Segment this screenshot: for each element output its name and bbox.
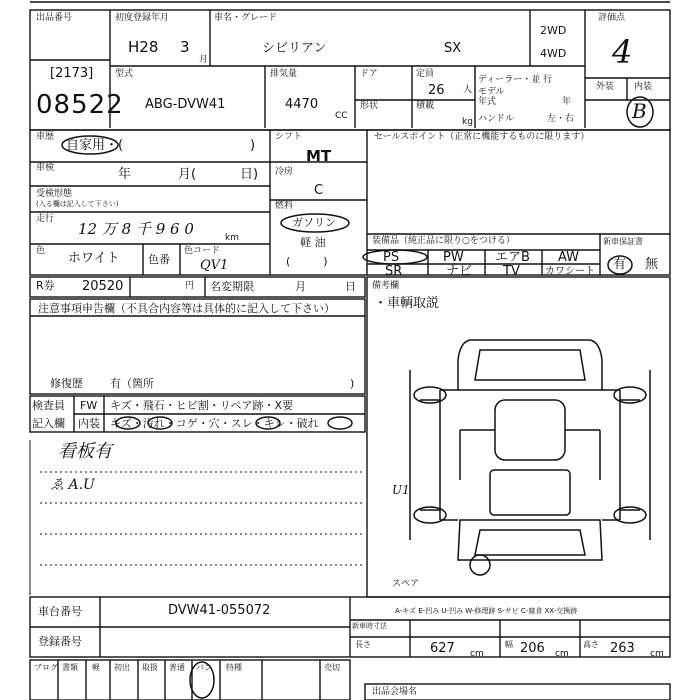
aircon-label: 冷房	[275, 167, 294, 177]
usage-label: 車歴	[36, 132, 55, 142]
manual-no: 無	[645, 257, 659, 272]
fuel-label: 燃料	[275, 201, 294, 211]
cc-unit: CC	[335, 111, 348, 121]
first-reg-label: 初度登録年月	[115, 13, 170, 23]
interior-items: キズ・汚れ・コゲ・穴・スレ・キレ・破れ	[110, 417, 319, 430]
capacity-value: 26	[428, 83, 445, 98]
equip-ps: PS	[383, 250, 400, 265]
width-cm: cm	[555, 649, 569, 659]
shape-label: 形状	[360, 101, 379, 111]
drive-4wd: 4WD	[540, 47, 567, 60]
yen-unit: 円	[185, 281, 195, 291]
width-label: 幅	[505, 640, 513, 649]
dealer-label: ディーラー・並 行	[478, 75, 553, 85]
meigi-label: 名変期限	[210, 280, 254, 293]
grade: SX	[444, 41, 462, 56]
load-label: 積載	[416, 101, 435, 111]
height-cm: cm	[650, 649, 664, 659]
fw-label: FW	[80, 399, 98, 412]
box-handling: 取扱	[142, 663, 158, 672]
type-value: ABG-DVW41	[145, 97, 226, 112]
length-label: 長さ	[355, 640, 371, 649]
record-label: 記入欄	[32, 417, 65, 430]
color-code-label: 色コード	[184, 246, 221, 256]
inspection-label: 車検	[36, 163, 55, 173]
repair-close: )	[350, 377, 355, 390]
receive-sub: (入る欄は記入して下さい)	[36, 200, 119, 208]
exterior-label: 外装	[596, 82, 615, 92]
box-documents: 書類	[62, 663, 78, 672]
interior-grade: B	[632, 99, 647, 123]
equip-airbag: エアB	[495, 250, 530, 265]
inspection-day: 日)	[240, 167, 259, 182]
box-first: 初出	[114, 663, 130, 672]
model-name: シビリアン	[262, 41, 327, 56]
exhibit-no-label: 出品番号	[36, 13, 73, 23]
first-reg-year: H28	[128, 38, 159, 56]
manual-yes: 有	[613, 257, 627, 272]
drive-2wd: 2WD	[540, 24, 567, 37]
year-unit: 年	[562, 97, 572, 107]
diagram-mark-left: U1	[392, 483, 410, 497]
equip-pw: PW	[443, 250, 464, 265]
damage-legend: A-キズ E-凹み U-凹み W-修理跡 S-サビ C-腐食 XX-交換跡	[395, 607, 578, 615]
displacement-value: 4470	[285, 97, 319, 112]
model-year-label: モデル	[478, 87, 505, 97]
venue-label: 出品会場名	[372, 687, 418, 697]
length-cm: cm	[470, 649, 484, 659]
handwrite-note-2: ゑ A.U	[50, 477, 95, 493]
kg-unit: kg	[462, 117, 473, 127]
shift-label: シフト	[275, 132, 303, 142]
box-sold: 売切	[324, 663, 340, 672]
receive-label: 受検形態	[36, 189, 73, 199]
equip-aw: AW	[558, 250, 580, 265]
handle-value: 左・右	[547, 114, 575, 124]
chassis-value: DVW41-055072	[168, 603, 271, 618]
repair-value: 有（箇所	[110, 377, 154, 390]
inspector-label: 検査員	[32, 399, 65, 412]
dotted-lines	[30, 440, 365, 595]
manual-label: 新車保証書	[603, 237, 643, 246]
spare-label: スペア	[392, 579, 420, 589]
mileage-value: 12 万 8 千 9 6 0	[78, 220, 194, 238]
eval-label: 評価点	[598, 13, 626, 23]
box-van: バン	[196, 663, 212, 672]
repair-label: 修復歴	[50, 377, 83, 390]
box-blog: ブログ	[34, 663, 58, 672]
color-no-label: 色番	[148, 253, 170, 266]
sales-point-label: セールスポイント（正常に機能するものに限ります）	[374, 132, 590, 142]
exhibit-no-sub: [2173]	[50, 66, 94, 81]
box-special: 特種	[226, 663, 242, 672]
note-value: ・車輌取説	[374, 296, 440, 311]
fuel-petrol: ガソリン	[292, 216, 336, 229]
exhibit-no: 08522	[36, 90, 124, 120]
fw-items: キズ・飛石・ヒビ割・リペア跡・X要	[110, 399, 294, 412]
equip-navi: ナビ	[446, 264, 473, 279]
color-code-value: QV1	[200, 258, 229, 273]
model-year-label2: 年式	[478, 97, 497, 107]
meigi-day: 日	[345, 280, 356, 293]
handwrite-note-1: 看板有	[58, 441, 112, 462]
box-normal: 普通	[169, 663, 185, 672]
inspection-year: 年	[118, 167, 132, 182]
length-value: 627	[430, 641, 455, 656]
height-label: 高さ	[583, 640, 599, 649]
model-name-label: 車名・グレード	[214, 13, 278, 23]
interior-check-label: 内装	[78, 417, 100, 430]
note-label: 備考欄	[372, 281, 400, 291]
handle-label: ハンドル	[478, 114, 515, 124]
recycle-value: 20520	[82, 279, 124, 294]
km-unit: km	[225, 233, 239, 243]
color-label: 色	[36, 246, 46, 256]
equipment-label: 装備品（純正品に限り○をつける）	[372, 236, 515, 246]
caution-label: 注意事項申告欄（不具合内容等は具体的に記入して下さい）	[38, 302, 335, 315]
equip-leather: カワシート	[545, 266, 595, 277]
recycle-label: R券	[36, 279, 55, 292]
interior-label: 内装	[634, 82, 653, 92]
usage-close: )	[250, 138, 256, 153]
chassis-label: 車台番号	[38, 605, 82, 618]
capacity-unit: 人	[463, 85, 473, 95]
type-label: 型式	[115, 69, 134, 79]
fuel-other: ( )	[286, 255, 328, 268]
equip-tv: TV	[503, 264, 520, 279]
meigi-month: 月	[295, 280, 306, 293]
displacement-label: 排気量	[270, 69, 298, 79]
equip-sr: SR	[385, 264, 403, 279]
vehicle-diagram	[400, 330, 660, 580]
width-value: 206	[520, 641, 545, 656]
inspection-month: 月(	[178, 167, 197, 182]
fuel-diesel: 軽 油	[300, 236, 326, 249]
usage-value: 自家用・(	[66, 138, 124, 153]
new-car-label: 新車時寸法	[352, 622, 387, 630]
aircon-value: C	[314, 183, 324, 198]
first-reg-month: 3	[180, 38, 190, 56]
shift-value: MT	[306, 147, 332, 165]
box-kei: 軽	[92, 663, 100, 672]
door-label: ドア	[360, 69, 378, 79]
reg-no-label: 登録番号	[38, 635, 82, 648]
mileage-label: 走行	[36, 214, 55, 224]
month-unit: 月	[199, 55, 209, 65]
height-value: 263	[610, 641, 635, 656]
color-value: ホワイト	[68, 251, 120, 266]
eval-score: 4	[612, 33, 633, 71]
capacity-label: 定員	[416, 69, 435, 79]
